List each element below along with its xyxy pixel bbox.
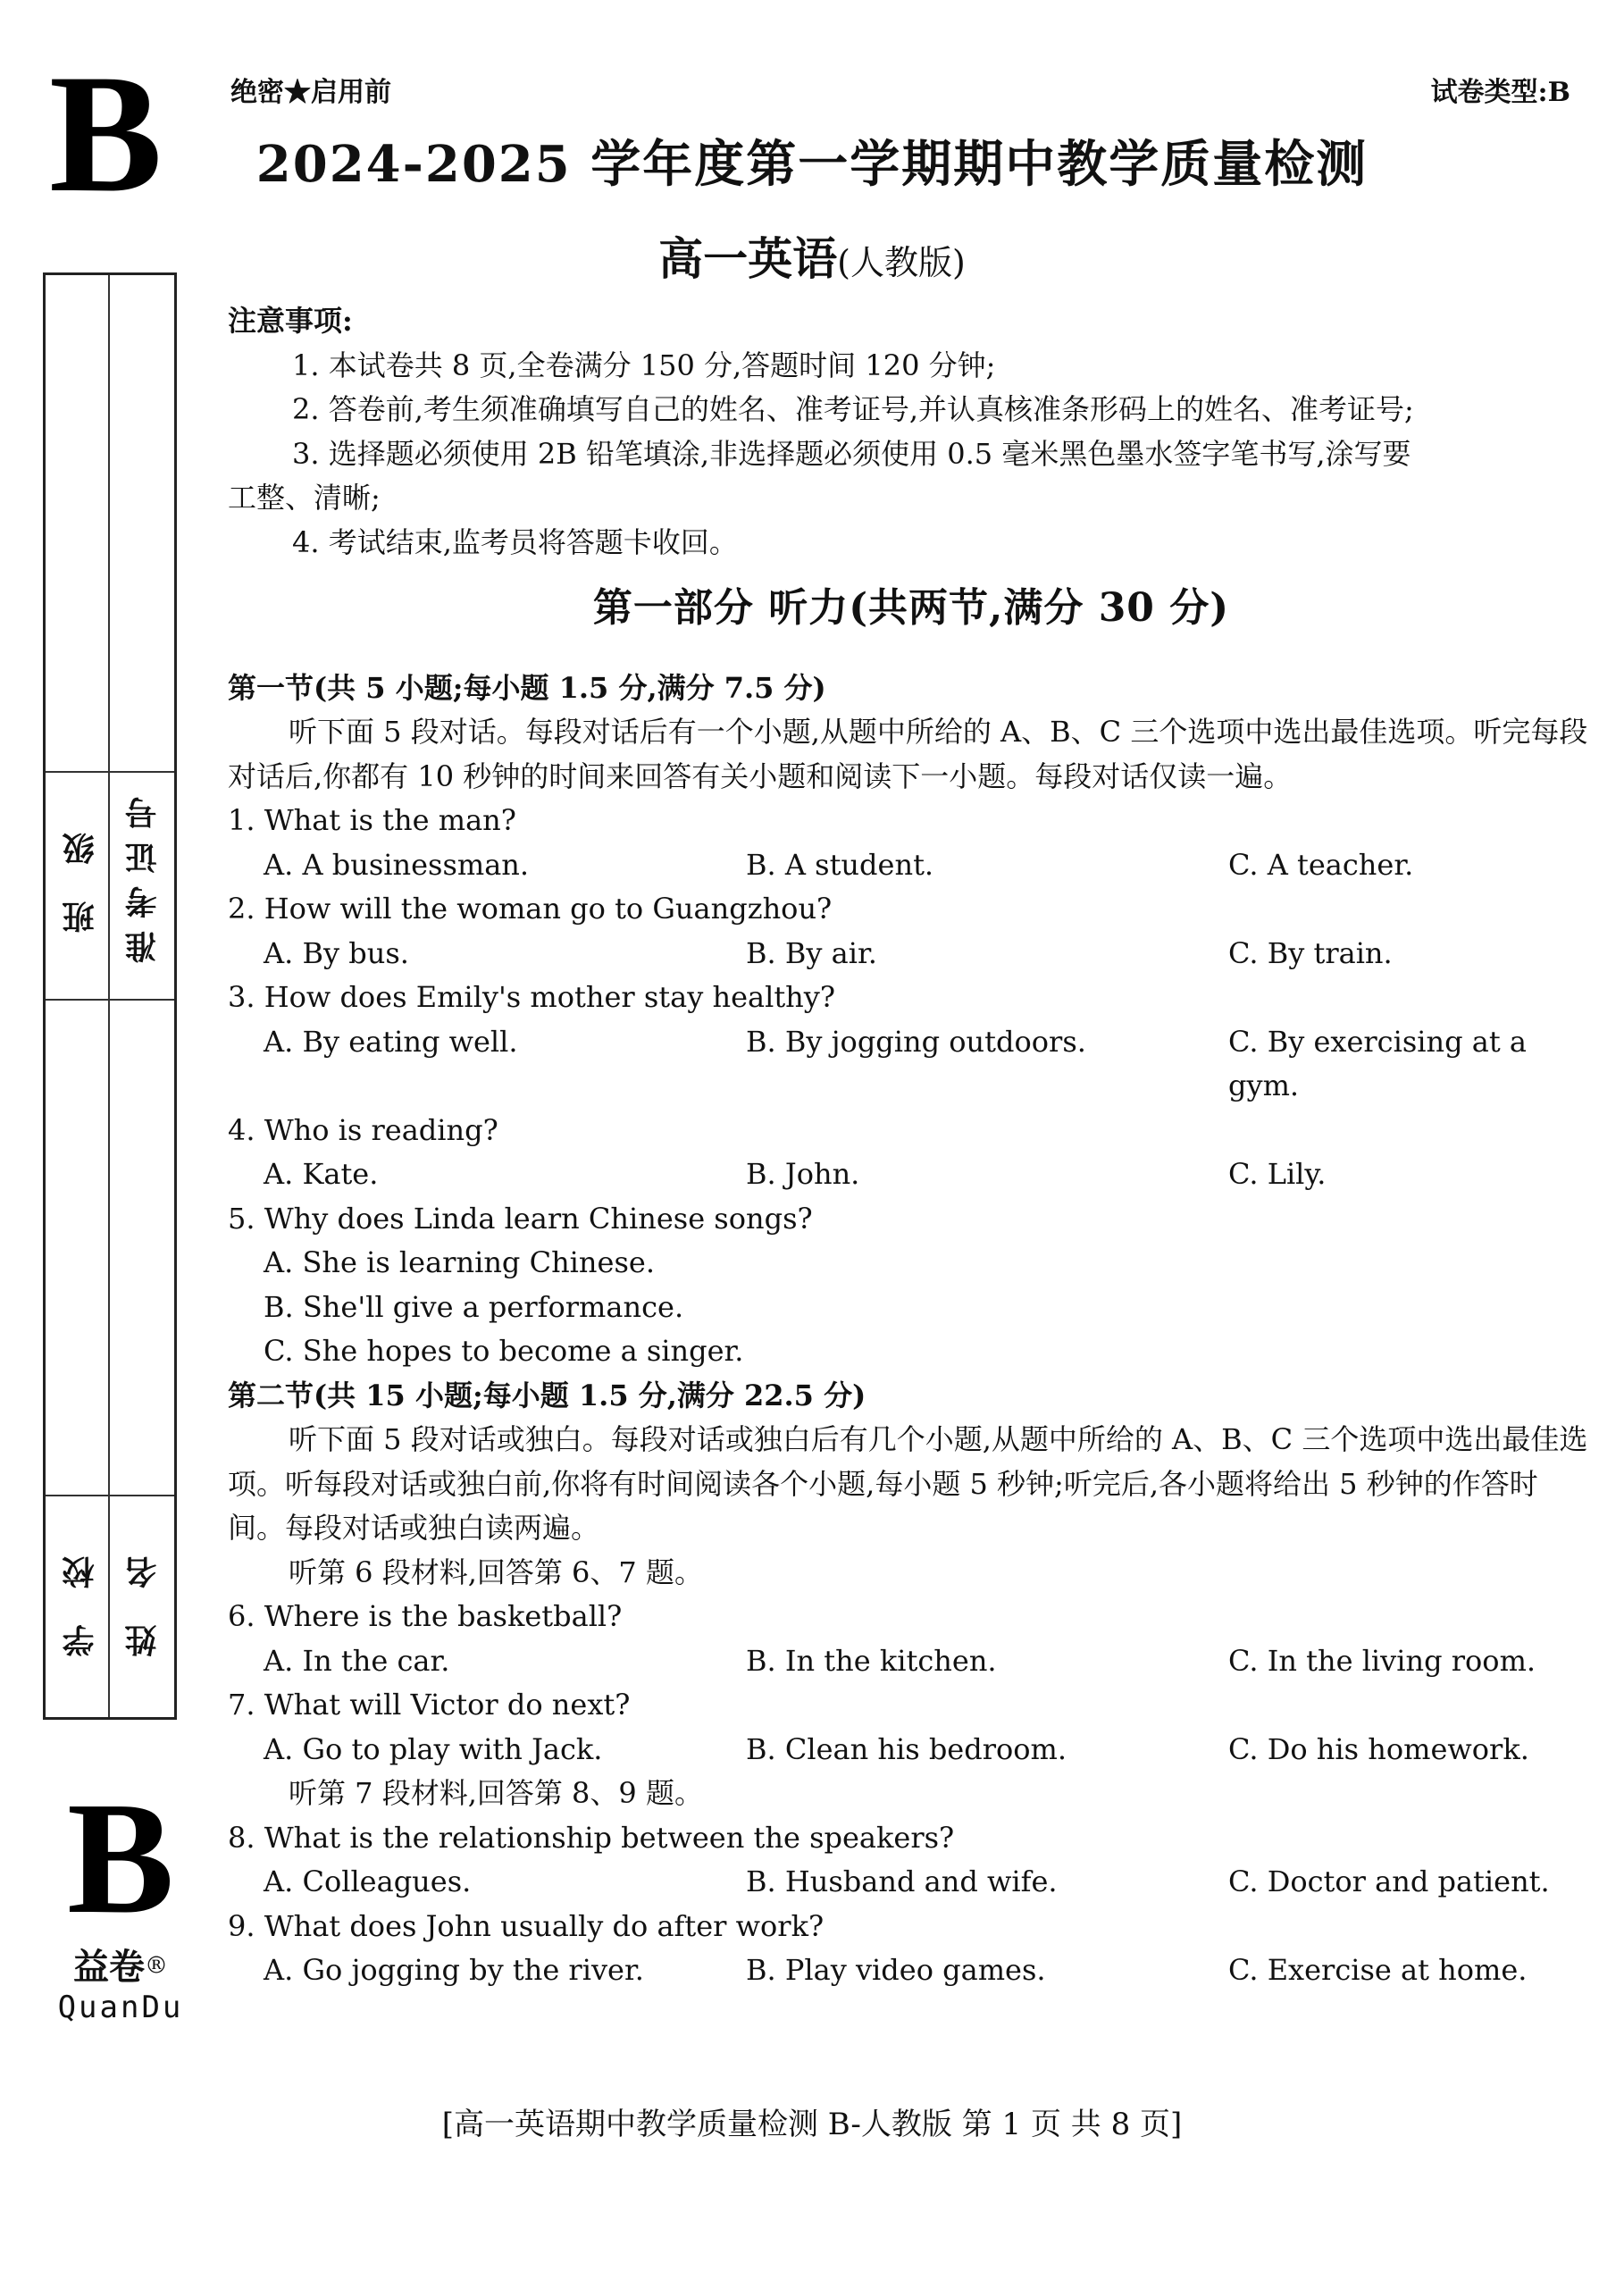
section1-title: 第一节(共 5 小题;每小题 1.5 分,满分 7.5 分) (228, 670, 826, 705)
question: 5. Why does Linda learn Chinese songs? (228, 1201, 813, 1236)
options-row (228, 1948, 1595, 1993)
option-b: B. By air. (746, 935, 877, 970)
option-c: C. Exercise at home. (1228, 1953, 1528, 1987)
option-c: C. Lily. (1228, 1157, 1327, 1191)
corner-letter: B (49, 40, 163, 228)
option-a: A. By bus. (264, 935, 409, 970)
option-b: B. She'll give a performance. (264, 1289, 684, 1324)
section2-instructions: 听下面 5 段对话或独白。每段对话或独白后有几个小题,从题中所给的 A、B、C 三个选项中选出最佳选项。听每段对话或独白前,你将有时间阅读各个小题,每小题 5 秒钟;听完后,各小题将给出 5 秒钟的作答时间。每段对话或独白读两遍。 (228, 1422, 1588, 1545)
section2-title: 第二节(共 15 小题;每小题 1.5 分,满分 22.5 分) (228, 1378, 866, 1412)
options-row (228, 1639, 1595, 1684)
question: 7. What will Victor do next? (228, 1688, 631, 1722)
option-a: A. Kate. (264, 1157, 379, 1191)
option-a: A. By eating well. (264, 1024, 518, 1059)
question: 9. What does John usually do after work? (228, 1908, 825, 1943)
panel-divider (46, 999, 174, 1001)
option-a: A. A businessman. (264, 847, 530, 882)
class-label: 班 级 (63, 820, 99, 934)
notice-item: 1. 本试卷共 8 页,全卷满分 150 分,答题时间 120 分钟; (292, 348, 996, 382)
edition-label: (人教版) (837, 243, 966, 282)
panel-divider (46, 1495, 174, 1496)
option-b: B. Clean his bedroom. (746, 1731, 1067, 1766)
option-b: B. John. (746, 1157, 860, 1191)
publisher-logo (49, 1769, 192, 2025)
option-c: C. A teacher. (1228, 847, 1414, 882)
option-b: B. By jogging outdoors. (746, 1024, 1086, 1059)
question: 2. How will the woman go to Guangzhou? (228, 892, 833, 926)
options-row (228, 1020, 1595, 1109)
exam-content (228, 299, 1595, 1993)
notice-item: 4. 考试结束,监考员将答题卡收回。 (292, 524, 738, 559)
panel-divider (46, 771, 174, 773)
exam-number-label: 准考证号 (125, 784, 162, 963)
secret-label: 绝密★启用前 (230, 77, 391, 108)
options-row (228, 1860, 1595, 1905)
option-a: A. In the car. (264, 1643, 450, 1678)
logo-brand: 益卷 (73, 1947, 145, 1988)
option-a: A. Colleagues. (264, 1864, 472, 1898)
name-label: 姓 名 (125, 1544, 162, 1657)
option-a: A. Go jogging by the river. (264, 1953, 644, 1987)
paper-type: 试卷类型:B (1430, 77, 1570, 108)
material-6-note: 听第 6 段材料,回答第 6、7 题。 (289, 1554, 703, 1589)
option-b: B. Play video games. (746, 1953, 1046, 1987)
notice-item: 工整、清晰; (228, 481, 381, 515)
part1-title: 第一部分 听力(共两节,满分 30 分) (592, 585, 1230, 631)
option-a: A. She is learning Chinese. (264, 1245, 655, 1279)
school-label: 学 校 (63, 1544, 99, 1657)
options-row (228, 1152, 1595, 1197)
options-row (228, 1728, 1595, 1772)
option-c: C. In the living room. (1228, 1643, 1536, 1678)
subject-title (0, 223, 1624, 288)
registered-mark: ® (145, 1952, 168, 1980)
option-b: B. In the kitchen. (746, 1643, 997, 1678)
logo-latin: QuanDu (57, 1990, 184, 2025)
option-b: B. Husband and wife. (746, 1864, 1058, 1898)
subject-name: 高一英语 (658, 232, 838, 285)
option-c: C. She hopes to become a singer. (264, 1334, 744, 1368)
question: 4. Who is reading? (228, 1112, 498, 1147)
question: 3. How does Emily's mother stay healthy? (228, 980, 836, 1014)
option-c: C. Doctor and patient. (1228, 1864, 1550, 1898)
panel-divider (108, 275, 110, 1717)
question: 8. What is the relationship between the speakers? (228, 1820, 955, 1855)
question: 6. Where is the basketball? (228, 1599, 623, 1633)
notice-item: 2. 答卷前,考生须准确填写自己的姓名、准考证号,并认真核准条形码上的姓名、准考证号; (292, 392, 1414, 426)
notice-item: 3. 选择题必须使用 2B 铅笔填涂,非选择题必须使用 0.5 毫米黑色墨水签字笔书写,涂写要 (292, 436, 1411, 471)
page-title: 2024-2025 学年度第一学期期中教学质量检测 (255, 135, 1369, 194)
question: 1. What is the man? (228, 803, 516, 837)
page-footer: [高一英语期中教学质量检测 B-人教版 第 1 页 共 8 页] (441, 2107, 1183, 2142)
notice-title: 注意事项: (228, 304, 353, 338)
option-c: C. By exercising at a gym. (1228, 1024, 1527, 1102)
binding-panel (43, 272, 177, 1720)
section1-instructions: 听下面 5 段对话。每段对话后有一个小题,从题中所给的 A、B、C 三个选项中选出最佳选项。听完每段对话后,你都有 10 秒钟的时间来回答有关小题和阅读下一小题。每段对话仅读一遍。 (228, 715, 1588, 793)
option-c: C. By train. (1228, 935, 1393, 970)
logo-letter: B (66, 1769, 175, 1947)
material-7-note: 听第 7 段材料,回答第 8、9 题。 (289, 1776, 703, 1810)
option-b: B. A student. (746, 847, 934, 882)
options-row (228, 932, 1595, 976)
option-a: A. Go to play with Jack. (264, 1731, 603, 1766)
options-row (228, 843, 1595, 888)
option-c: C. Do his homework. (1228, 1731, 1529, 1766)
